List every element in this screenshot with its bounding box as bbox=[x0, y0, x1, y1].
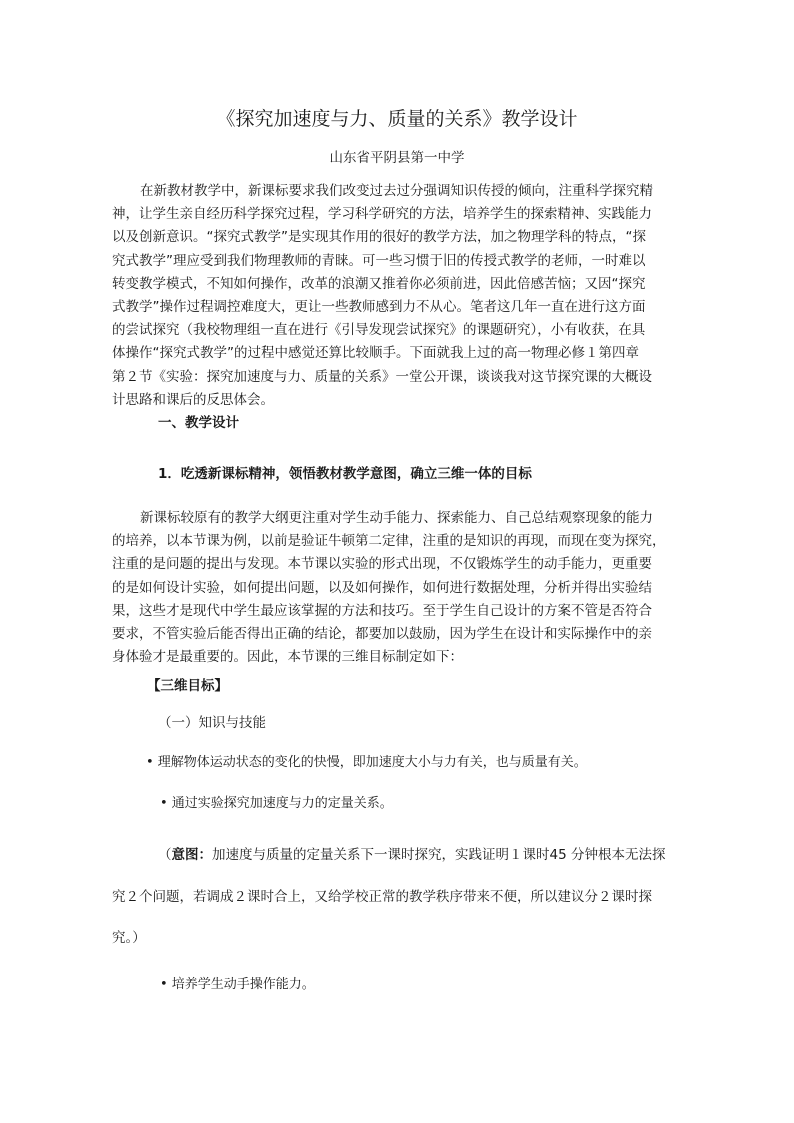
intro-paragraph bbox=[112, 180, 684, 412]
intro-line: 究式教学”理应受到我们物理教师的青睐。可一些习惯于旧的传授式教学的老师，一时难以 bbox=[112, 252, 646, 269]
body-line: 注重的是问题的提出与发现。本节课以实验的形式出现，不仅锻炼学生的动手能力，更重要 bbox=[112, 556, 652, 573]
goal-bullet: • 理解物体运动状态的变化的快慢，即加速度大小与力有关，也与质量有关。 bbox=[146, 755, 587, 770]
goal-bullet: • 通过实验探究加速度与力的定量关系。 bbox=[160, 796, 393, 811]
body-line: 新课标较原有的教学大纲更注重对学生动手能力、探索能力、自己总结观察现象的能力 bbox=[140, 510, 653, 526]
intro-line: 计思路和课后的反思体会。 bbox=[112, 391, 274, 408]
intent-open-paren: （ bbox=[158, 847, 172, 863]
school-name: 山东省平阴县第一中学 bbox=[329, 150, 465, 166]
intent-label: 意图： bbox=[171, 847, 212, 863]
body-paragraph bbox=[112, 507, 684, 669]
intro-line: 的尝试探究（我校物理组一直在进行《引导发现尝试探究》的课题研究），小有收获，在具 bbox=[112, 322, 646, 339]
intent-note-line bbox=[158, 843, 665, 863]
goals-heading: 【三维目标】 bbox=[147, 678, 228, 694]
section-heading: 一、教学设计 bbox=[158, 415, 239, 431]
intro-line: 式教学”操作过程调控难度大，更让一些教师感到力不从心。笔者这几年一直在进行这方面 bbox=[112, 299, 646, 316]
intent-text: 加速度与质量的定量关系下一课时探究，实践证明１课时45 分钟根本无法探 bbox=[212, 847, 666, 863]
intro-line: 体操作“探究式教学”的过程中感觉还算比较顺手。下面就我上过的高一物理必修１第四章 bbox=[112, 345, 639, 362]
body-line: 果，这些才是现代中学生最应该掌握的方法和技巧。至于学生自己设计的方案不管是否符合 bbox=[112, 602, 652, 619]
intro-line: 在新教材教学中，新课标要求我们改变过去过分强调知识传授的倾向，注重科学探究精 bbox=[140, 183, 653, 199]
intent-note-line: 究２个问题，若调成２课时合上，又给学校正常的教学秩序带来不便，所以建议分２课时探 bbox=[112, 889, 652, 905]
intent-note-line: 究。） bbox=[112, 930, 146, 946]
body-line: 的培养，以本节课为例，以前是验证牛顿第二定律，注重的是知识的再现，而现在变为探究， bbox=[112, 533, 666, 550]
intro-line: 第２节《实验：探究加速度与力、质量的关系》一堂公开课，谈谈我对这节探究课的大概设 bbox=[112, 368, 652, 385]
body-line: 身体验才是最重要的。因此，本节课的三维目标制定如下： bbox=[112, 649, 463, 666]
intro-line: 神，让学生亲自经历科学探究过程，学习科学研究的方法，培养学生的探索精神、实践能力 bbox=[112, 206, 652, 223]
body-line: 的是如何设计实验，如何提出问题，以及如何操作，如何进行数据处理，分析并得出实验结 bbox=[112, 579, 652, 596]
knowledge-skills-heading: （一）知识与技能 bbox=[158, 715, 266, 731]
intro-line: 以及创新意识。“探究式教学”是实现其作用的很好的教学方法，加之物理学科的特点，“探 bbox=[112, 229, 646, 246]
goal-bullet: • 培养学生动手操作能力。 bbox=[160, 977, 315, 992]
intro-line: 转变教学模式，不知如何操作，改革的浪潮又推着你必须前进，因此倍感苦恼；又因“探究 bbox=[112, 275, 646, 292]
body-line: 要求，不管实验后能否得出正确的结论，都要加以鼓励，因为学生在设计和实际操作中的亲 bbox=[112, 626, 652, 643]
subsection-heading: 1．吃透新课标精神，领悟教材教学意图，确立三维一体的目标 bbox=[158, 466, 532, 482]
document-title: 《探究加速度与力、质量的关系》教学设计 bbox=[216, 108, 578, 130]
